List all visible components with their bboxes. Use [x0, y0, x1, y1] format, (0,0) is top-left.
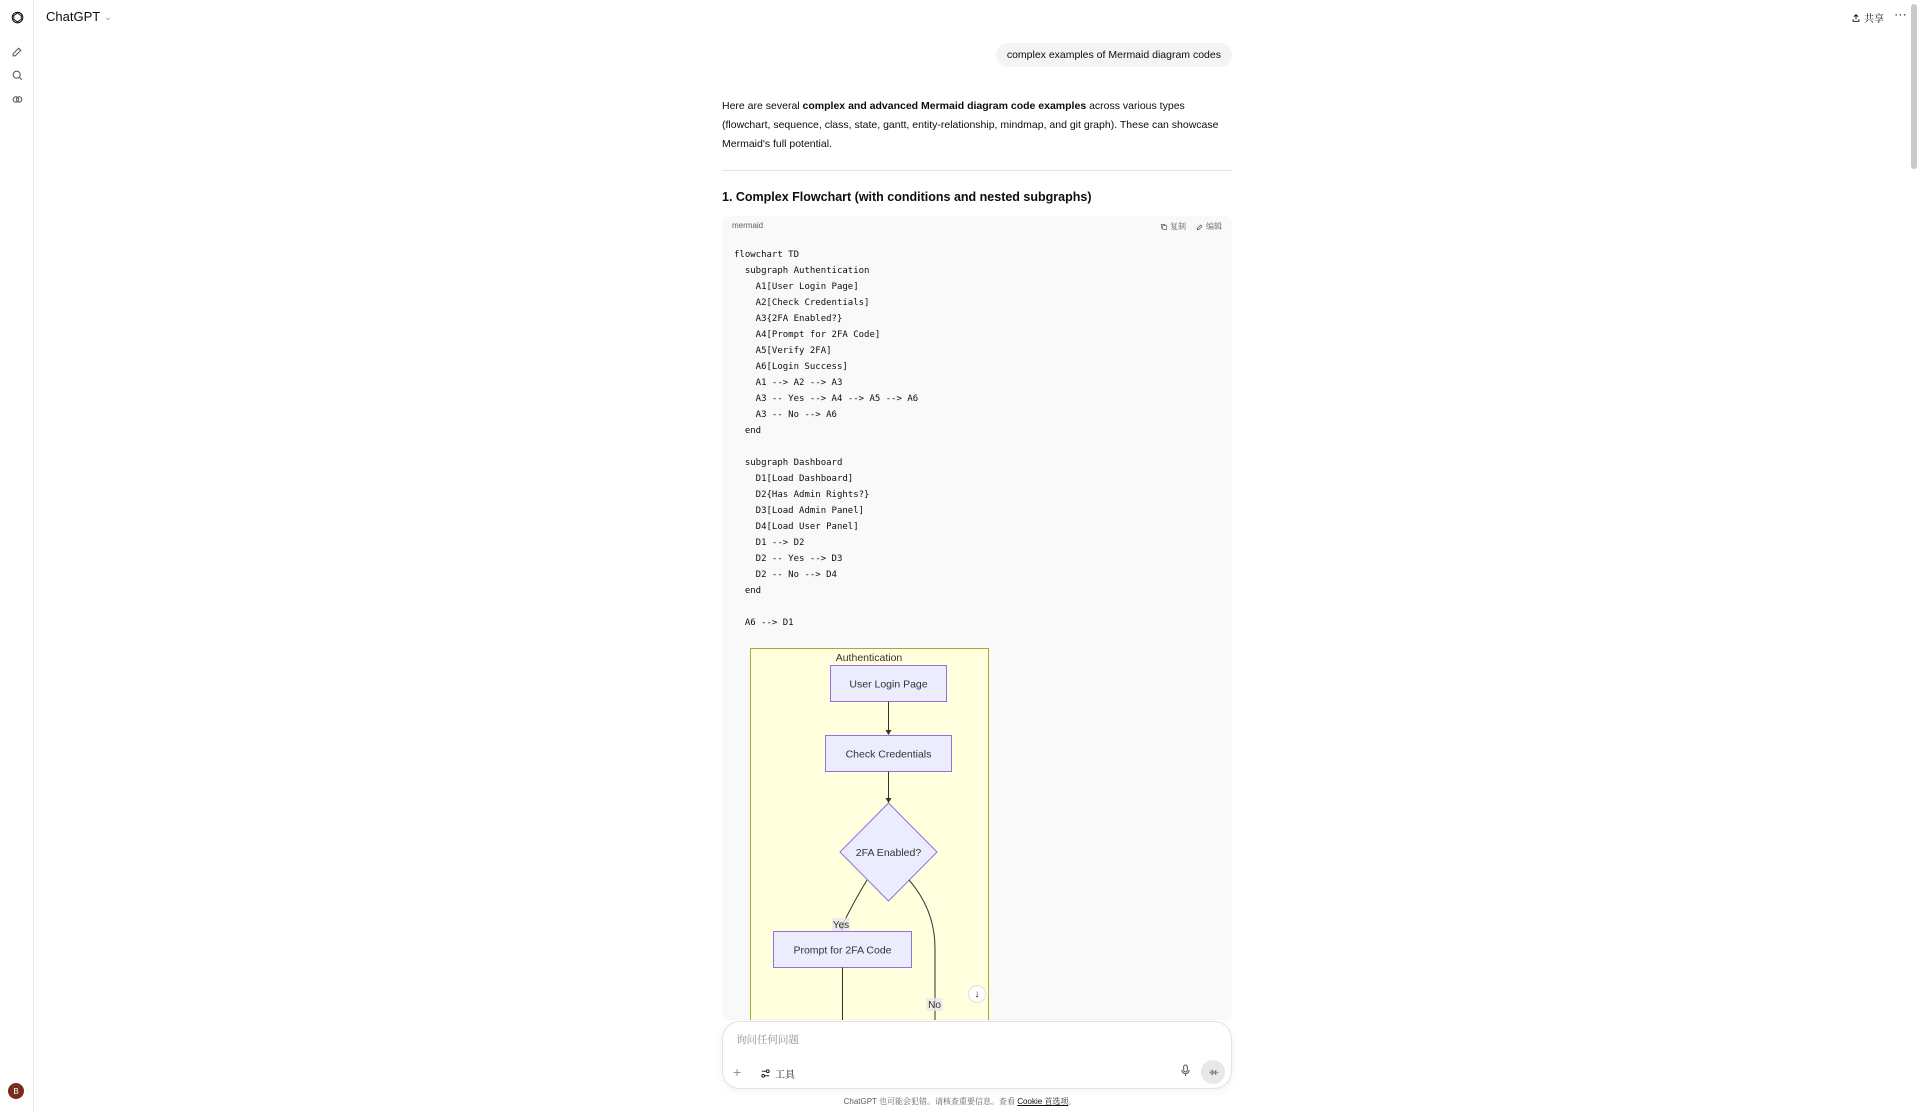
node-label-check: Check Credentials: [845, 748, 932, 761]
code-line: D1[Load Dashboard]: [734, 474, 854, 484]
cookie-preferences-link[interactable]: Cookie 首选项: [1017, 1097, 1069, 1106]
code-line: A2[Check Credentials]: [734, 298, 870, 308]
code-line: D2{Has Admin Rights?}: [734, 490, 870, 500]
node-label-prompt: Prompt for 2FA Code: [793, 944, 892, 957]
intro-bold: complex and advanced Mermaid diagram code examples: [802, 100, 1087, 112]
code-line: A3 -- Yes --> A4 --> A5 --> A6: [734, 394, 919, 404]
disclaimer: [0, 1096, 1920, 1107]
mermaid-diagram: [750, 648, 990, 1020]
copy-icon: [1160, 223, 1168, 231]
user-message: complex examples of Mermaid diagram codes: [996, 43, 1232, 67]
share-button[interactable]: [1851, 10, 1884, 25]
scroll-to-bottom-button[interactable]: [968, 985, 986, 1003]
answer-intro: [722, 97, 1232, 154]
new-chat-icon[interactable]: [7, 41, 27, 61]
code-line: D3[Load Admin Panel]: [734, 506, 865, 516]
copy-label: 复制: [1170, 222, 1186, 231]
intro-text-1: Here are several: [722, 100, 803, 112]
edge-label-yes: Yes: [832, 920, 850, 931]
code-header: [722, 216, 1232, 236]
copy-button[interactable]: [1160, 221, 1186, 232]
share-icon: [1851, 13, 1861, 23]
conversation: [722, 0, 1232, 1020]
code-line: D1 --> D2: [734, 538, 805, 548]
share-label: 共享: [1864, 14, 1884, 25]
code-line: subgraph Authentication: [734, 266, 870, 276]
code-line: end: [734, 586, 762, 596]
code-line: [734, 599, 918, 615]
code-line: flowchart TD: [734, 250, 800, 260]
divider: [722, 170, 1232, 171]
code-line: D4[Load User Panel]: [734, 522, 859, 532]
search-icon[interactable]: [7, 65, 27, 85]
intro-text-2: across various types (flowchart, sequence, class, state, gantt, entity-relationship, mindmap, and git graph). These can showcase Mermaid's full potential.: [722, 100, 1219, 150]
edit-icon: [1196, 223, 1204, 231]
tools-label: 工具: [775, 1070, 795, 1081]
code-line: A5[Verify 2FA]: [734, 346, 832, 356]
disclaimer-text: ChatGPT 也可能会犯错。请核查重要信息。查看: [843, 1097, 1018, 1106]
tools-button[interactable]: [760, 1066, 795, 1081]
code-line: A6 --> D1: [734, 618, 794, 628]
prompt-input[interactable]: [736, 1034, 1136, 1046]
code-block: [722, 216, 1232, 1020]
code-line: subgraph Dashboard: [734, 458, 843, 468]
sidebar-rail: [0, 0, 34, 1112]
code-line: A6[Login Success]: [734, 362, 848, 372]
code-line: D2 -- No --> D4: [734, 570, 837, 580]
composer: [722, 1021, 1232, 1089]
code-line: A1 --> A2 --> A3: [734, 378, 843, 388]
code-line: A4[Prompt for 2FA Code]: [734, 330, 881, 340]
avatar[interactable]: B: [8, 1083, 24, 1099]
edit-label: 编辑: [1206, 222, 1222, 231]
microphone-icon[interactable]: [1180, 1064, 1191, 1082]
section-title: 1. Complex Flowchart (with conditions and nested subgraphs): [722, 190, 1092, 204]
model-title: ChatGPT: [46, 9, 101, 24]
library-icon[interactable]: [7, 89, 27, 109]
scrollbar[interactable]: [1908, 0, 1920, 1112]
node-label-2fa: 2FA Enabled?: [855, 847, 922, 859]
edit-button[interactable]: [1196, 221, 1222, 232]
code-line: A1[User Login Page]: [734, 282, 859, 292]
voice-mode-button[interactable]: [1201, 1060, 1225, 1084]
more-options-icon[interactable]: ⋯: [1894, 7, 1908, 22]
code-line: A3{2FA Enabled?}: [734, 314, 843, 324]
scrollbar-thumb[interactable]: [1911, 4, 1917, 169]
model-selector[interactable]: [46, 9, 112, 24]
openai-logo-icon[interactable]: [7, 7, 27, 27]
edge-label-no: No: [928, 1000, 941, 1011]
arrow-down-icon: ↓: [974, 988, 980, 1000]
chevron-down-icon: ⌄: [104, 12, 112, 22]
sliders-icon: [760, 1068, 771, 1079]
plus-icon[interactable]: +: [733, 1064, 742, 1080]
code-actions: [1160, 221, 1222, 232]
subgraph-label: Authentication: [835, 652, 903, 664]
node-label-login: User Login Page: [849, 678, 928, 691]
code-content: [734, 247, 918, 631]
code-line: A3 -- No --> A6: [734, 410, 837, 420]
code-line: D2 -- Yes --> D3: [734, 554, 843, 564]
code-line: end: [734, 426, 762, 436]
code-line: [734, 439, 918, 455]
code-language: mermaid: [732, 221, 764, 230]
disclaimer-suffix: 。: [1068, 1097, 1077, 1106]
waveform-icon: [1208, 1067, 1219, 1078]
